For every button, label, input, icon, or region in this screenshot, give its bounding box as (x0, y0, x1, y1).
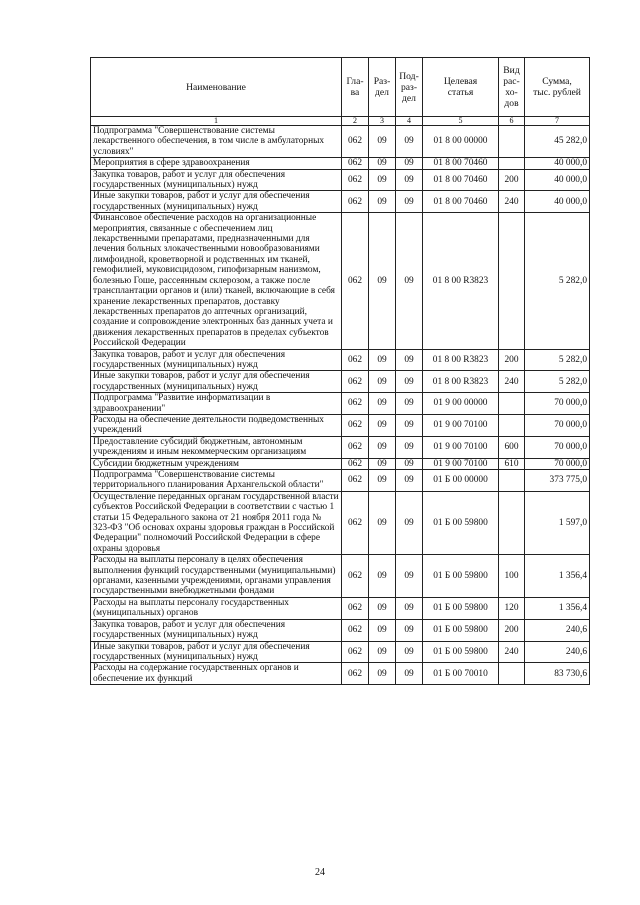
cell-vid: 240 (499, 191, 525, 213)
cell-glava: 062 (342, 191, 369, 213)
cell-target: 01 Б 00 59800 (423, 597, 499, 619)
cell-sum: 83 730,6 (525, 663, 590, 685)
cell-glava: 062 (342, 619, 369, 641)
cell-sum: 40 000,0 (525, 191, 590, 213)
cell-target: 01 Б 00 59800 (423, 619, 499, 641)
cell-vid: 120 (499, 597, 525, 619)
cell-podrazdel: 09 (396, 158, 423, 169)
cell-glava: 062 (342, 597, 369, 619)
header-target: Целевая статья (423, 58, 499, 117)
cell-sum: 5 282,0 (525, 349, 590, 371)
cell-podrazdel: 09 (396, 371, 423, 393)
cell-target: 01 8 00 70460 (423, 191, 499, 213)
cell-razdel: 09 (369, 191, 396, 213)
table-body (91, 126, 590, 685)
cell-glava: 062 (342, 393, 369, 415)
header-vid: Вид рас- хо- дов (499, 58, 525, 117)
header-sum: Сумма, тыс. рублей (525, 58, 590, 117)
cell-sum: 1 597,0 (525, 491, 590, 554)
cell-glava: 062 (342, 641, 369, 663)
table-row (91, 663, 590, 685)
cell-vid (499, 393, 525, 415)
column-numbers-row (91, 117, 590, 126)
cell-podrazdel: 09 (396, 470, 423, 492)
cell-podrazdel: 09 (396, 641, 423, 663)
cell-podrazdel: 09 (396, 458, 423, 469)
cell-sum: 70 000,0 (525, 393, 590, 415)
cell-glava: 062 (342, 169, 369, 191)
cell-podrazdel: 09 (396, 436, 423, 458)
table-row (91, 371, 590, 393)
table-row (91, 458, 590, 469)
cell-name: Расходы на содержание государственных органов и обеспечение их функций (91, 663, 342, 685)
cell-glava: 062 (342, 126, 369, 158)
cell-glava: 062 (342, 213, 369, 349)
cell-sum: 240,6 (525, 641, 590, 663)
cell-vid: 610 (499, 458, 525, 469)
cell-razdel: 09 (369, 436, 396, 458)
cell-razdel: 09 (369, 414, 396, 436)
cell-vid (499, 126, 525, 158)
cell-sum: 5 282,0 (525, 371, 590, 393)
cell-vid (499, 414, 525, 436)
cell-target: 01 Б 00 59800 (423, 555, 499, 598)
cell-name: Финансовое обеспечение расходов на организационные мероприятия, связанные с обеспечением лиц лекарственными препаратами, предназначенными для лечения больных злокачественными новообразованиями лимфоидной, кроветворной и родственных им тканей, гемофилией, муковисцидозом, гипофизарным нанизмом, болезнью Гоше, рассеянным склерозом, а также после трансплантации органов и (или) тканей, включающие в себя хранение лекарственных препаратов, доставку лекарственных препаратов до аптечных организаций, создание и сопровождение электронных баз данных учета и движения лекарственных препаратов в пределах субъектов Российской Федерации (91, 213, 342, 349)
cell-target: 01 8 00 00000 (423, 126, 499, 158)
column-number: 1 (91, 117, 342, 126)
cell-name: Подпрограмма "Совершенствование системы лекарственного обеспечения, в том числе в амбулаторных условиях" (91, 126, 342, 158)
header-razdel: Раз- дел (369, 58, 396, 117)
table-row (91, 169, 590, 191)
cell-glava: 062 (342, 371, 369, 393)
cell-razdel: 09 (369, 619, 396, 641)
table-row (91, 436, 590, 458)
cell-name: Предоставление субсидий бюджетным, автономным учреждениям и иным некоммерческим организациям (91, 436, 342, 458)
table-row (91, 158, 590, 169)
table-row (91, 491, 590, 554)
cell-target: 01 8 00 R3823 (423, 349, 499, 371)
cell-glava: 062 (342, 555, 369, 598)
cell-target: 01 8 00 R3823 (423, 213, 499, 349)
cell-podrazdel: 09 (396, 349, 423, 371)
cell-target: 01 8 00 R3823 (423, 371, 499, 393)
cell-name: Иные закупки товаров, работ и услуг для обеспечения государственных (муниципальных) нужд (91, 371, 342, 393)
cell-glava: 062 (342, 470, 369, 492)
document-page (90, 57, 589, 685)
table-row (91, 213, 590, 349)
cell-name: Осуществление переданных органам государственной власти субъектов Российской Федерации в соответствии с частью 1 статьи 15 Федерального закона от 21 ноября 2011 года № 323-ФЗ "Об основах охраны здоровья граждан в Российской Федерации" полномочий Российской Федерации в сфере охраны здоровья (91, 491, 342, 554)
cell-vid (499, 213, 525, 349)
cell-razdel: 09 (369, 213, 396, 349)
cell-sum: 40 000,0 (525, 158, 590, 169)
cell-name: Расходы на выплаты персоналу государственных (муниципальных) органов (91, 597, 342, 619)
cell-target: 01 9 00 00000 (423, 393, 499, 415)
cell-glava: 062 (342, 414, 369, 436)
cell-name: Расходы на обеспечение деятельности подведомственных учреждений (91, 414, 342, 436)
cell-target: 01 Б 00 70010 (423, 663, 499, 685)
cell-vid: 600 (499, 436, 525, 458)
table-row (91, 555, 590, 598)
cell-sum: 240,6 (525, 619, 590, 641)
cell-razdel: 09 (369, 555, 396, 598)
table-row (91, 126, 590, 158)
cell-vid: 200 (499, 619, 525, 641)
cell-target: 01 8 00 70460 (423, 158, 499, 169)
cell-razdel: 09 (369, 126, 396, 158)
cell-vid (499, 470, 525, 492)
page-number: 24 (315, 867, 325, 878)
cell-name: Мероприятия в сфере здравоохранения (91, 158, 342, 169)
table-row (91, 641, 590, 663)
cell-name: Подпрограмма "Совершенствование системы территориального планирования Архангельской области" (91, 470, 342, 492)
cell-razdel: 09 (369, 158, 396, 169)
cell-target: 01 Б 00 59800 (423, 641, 499, 663)
cell-target: 01 9 00 70100 (423, 414, 499, 436)
cell-podrazdel: 09 (396, 597, 423, 619)
cell-vid (499, 491, 525, 554)
cell-razdel: 09 (369, 371, 396, 393)
cell-razdel: 09 (369, 470, 396, 492)
cell-sum: 1 356,4 (525, 597, 590, 619)
table-row (91, 393, 590, 415)
cell-vid: 240 (499, 371, 525, 393)
cell-name: Расходы на выплаты персоналу в целях обеспечения выполнения функций государственными (муниципальными) органами, казенными учреждениями, органами управления государственными внебюджетными фондами (91, 555, 342, 598)
cell-razdel: 09 (369, 597, 396, 619)
cell-podrazdel: 09 (396, 555, 423, 598)
cell-glava: 062 (342, 491, 369, 554)
column-number: 3 (369, 117, 396, 126)
cell-sum: 373 775,0 (525, 470, 590, 492)
budget-table (90, 57, 590, 685)
cell-razdel: 09 (369, 169, 396, 191)
cell-name: Подпрограмма "Развитие информатизации в здравоохранении" (91, 393, 342, 415)
cell-podrazdel: 09 (396, 393, 423, 415)
column-number: 5 (423, 117, 499, 126)
table-row (91, 414, 590, 436)
header-glava: Гла- ва (342, 58, 369, 117)
cell-glava: 062 (342, 663, 369, 685)
cell-vid: 200 (499, 349, 525, 371)
cell-sum: 70 000,0 (525, 414, 590, 436)
cell-name: Закупка товаров, работ и услуг для обеспечения государственных (муниципальных) нужд (91, 169, 342, 191)
cell-sum: 70 000,0 (525, 436, 590, 458)
cell-vid: 240 (499, 641, 525, 663)
cell-glava: 062 (342, 458, 369, 469)
cell-target: 01 9 00 70100 (423, 458, 499, 469)
cell-target: 01 Б 00 59800 (423, 491, 499, 554)
column-number: 4 (396, 117, 423, 126)
cell-podrazdel: 09 (396, 491, 423, 554)
cell-target: 01 9 00 70100 (423, 436, 499, 458)
column-number: 6 (499, 117, 525, 126)
cell-sum: 70 000,0 (525, 458, 590, 469)
cell-podrazdel: 09 (396, 169, 423, 191)
cell-sum: 40 000,0 (525, 169, 590, 191)
cell-podrazdel: 09 (396, 663, 423, 685)
table-row (91, 619, 590, 641)
cell-glava: 062 (342, 436, 369, 458)
cell-podrazdel: 09 (396, 619, 423, 641)
cell-vid: 100 (499, 555, 525, 598)
cell-vid (499, 663, 525, 685)
cell-razdel: 09 (369, 663, 396, 685)
cell-target: 01 Б 00 00000 (423, 470, 499, 492)
cell-podrazdel: 09 (396, 213, 423, 349)
cell-target: 01 8 00 70460 (423, 169, 499, 191)
table-row (91, 597, 590, 619)
cell-name: Иные закупки товаров, работ и услуг для обеспечения государственных (муниципальных) нужд (91, 191, 342, 213)
cell-podrazdel: 09 (396, 191, 423, 213)
cell-razdel: 09 (369, 458, 396, 469)
cell-podrazdel: 09 (396, 126, 423, 158)
cell-vid (499, 158, 525, 169)
column-number: 7 (525, 117, 590, 126)
header-podrazdel: Под- раз- дел (396, 58, 423, 117)
cell-podrazdel: 09 (396, 414, 423, 436)
header-name: Наименование (91, 58, 342, 117)
cell-vid: 200 (499, 169, 525, 191)
table-row (91, 349, 590, 371)
cell-glava: 062 (342, 158, 369, 169)
cell-sum: 1 356,4 (525, 555, 590, 598)
cell-razdel: 09 (369, 393, 396, 415)
cell-sum: 5 282,0 (525, 213, 590, 349)
table-row (91, 470, 590, 492)
cell-name: Закупка товаров, работ и услуг для обеспечения государственных (муниципальных) нужд (91, 619, 342, 641)
cell-sum: 45 282,0 (525, 126, 590, 158)
cell-razdel: 09 (369, 349, 396, 371)
table-row (91, 191, 590, 213)
cell-name: Закупка товаров, работ и услуг для обеспечения государственных (муниципальных) нужд (91, 349, 342, 371)
table-header (91, 58, 590, 126)
cell-name: Субсидии бюджетным учреждениям (91, 458, 342, 469)
cell-name: Иные закупки товаров, работ и услуг для обеспечения государственных (муниципальных) нужд (91, 641, 342, 663)
cell-razdel: 09 (369, 641, 396, 663)
cell-razdel: 09 (369, 491, 396, 554)
cell-glava: 062 (342, 349, 369, 371)
column-number: 2 (342, 117, 369, 126)
